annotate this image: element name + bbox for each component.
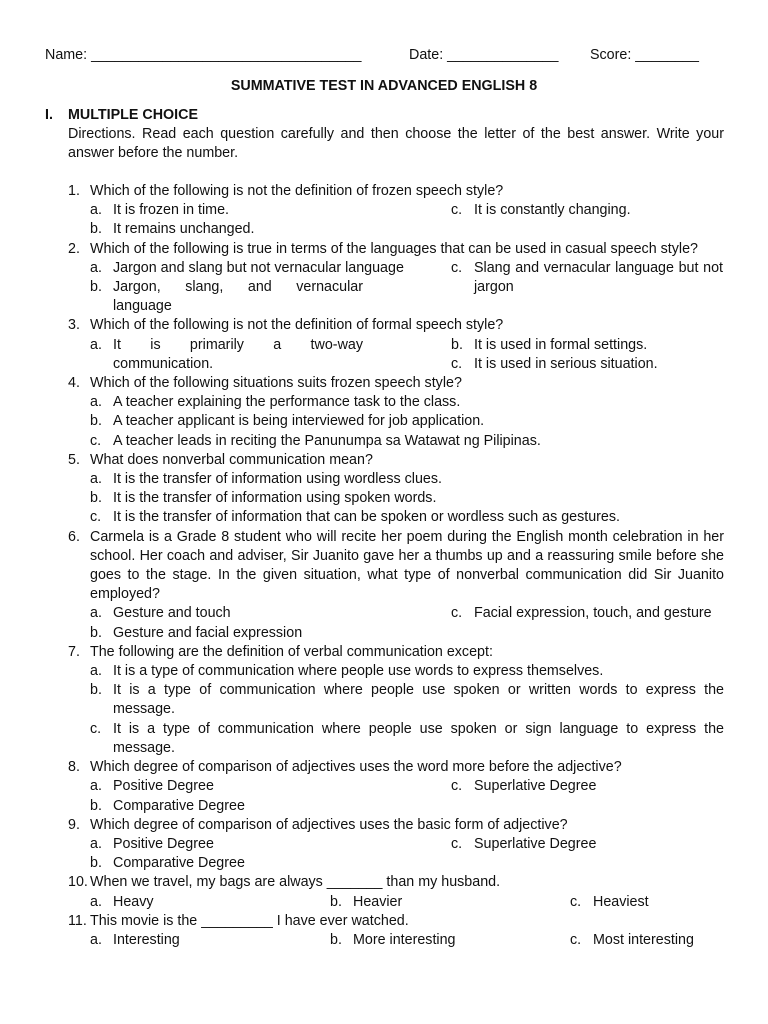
choice-text: Comparative Degree [113,797,245,814]
date-field: Date: ______________ [409,47,559,63]
choice-row [90,489,724,508]
choice-text: Superlative Degree [474,778,597,795]
name-field: Name: __________________________________ [45,47,362,63]
choice-text: A teacher applicant is being interviewed for job application. [113,413,485,430]
score-field: Score: ________ [590,47,699,63]
choice-letter: b. [451,336,463,353]
question-9 [68,816,724,874]
choice-column-left [90,336,450,374]
question-number: 3. [68,317,80,334]
choice-c [451,201,723,220]
choice-c [90,432,724,451]
choice-text: More interesting [353,931,456,948]
choice-a [90,201,450,220]
choice-text: It is a type of communication where people use spoken or written words to express the message. [113,682,724,718]
question-text: Which of the following is not the definition of frozen speech style? [90,183,504,199]
question-8 [68,758,724,816]
choice-letter: c. [451,605,463,622]
question-text: This movie is the _________ I have ever watched. [90,912,409,929]
choice-text: Gesture and touch [113,605,231,622]
choice-b [90,220,724,239]
choice-text: Interesting [113,931,180,948]
choice-a [90,470,724,489]
section-title: MULTIPLE CHOICE [68,107,198,123]
question-number: 2. [68,240,80,257]
choice-b [330,893,570,912]
choice-text: It is a type of communication where people use spoken or sign language to express the message. [113,720,724,756]
question-text: What does nonverbal communication mean? [90,451,373,468]
choice-b [451,336,723,355]
question-3 [68,316,724,374]
choice-c [451,777,723,796]
choice-text: It is the transfer of information using wordless clues. [113,471,442,488]
choice-row [90,508,724,527]
question-text: When we travel, my bags are always _______ than my husband. [90,874,501,891]
choice-letter: a. [90,835,102,852]
choice-column-right [451,336,723,374]
choice-row [90,393,724,412]
choice-c [451,259,723,297]
choice-letter: c. [90,509,102,526]
question-4 [68,374,724,451]
choice-a [90,835,450,854]
choice-letter: c. [451,778,463,795]
choice-letter: a. [90,202,102,219]
choice-letter: b. [90,682,102,699]
choice-text: A teacher leads in reciting the Panunumpa sa Watawat ng Pilipinas. [113,432,541,449]
choice-letter: a. [90,605,102,622]
choice-b [330,931,570,950]
choice-column-right [451,259,723,317]
choice-row [90,662,724,681]
choice-letter: a. [90,931,102,948]
choice-text: Most interesting [593,931,694,948]
choice-text: It is the transfer of information that can be spoken or wordless such as gestures. [113,509,621,526]
choice-letter: b. [90,797,102,814]
question-11 [68,912,724,950]
question-text: Which of the following situations suits frozen speech style? [90,375,462,392]
choice-row [90,835,724,854]
choice-a [90,931,330,950]
choice-text: Comparative Degree [113,855,245,872]
question-text: Which of the following is not the definition of formal speech style? [90,317,504,334]
choice-letter: c. [90,720,102,737]
choice-b [90,412,724,431]
choice-text: Jargon and slang but not vernacular language [113,259,404,276]
question-text: Which degree of comparison of adjectives uses the word more before the adjective? [90,759,622,776]
choice-row [90,893,724,912]
choice-letter: b. [90,279,102,296]
question-number: 7. [68,643,80,660]
choice-b [90,489,724,508]
choice-letter: b. [330,931,342,948]
section-heading [45,106,198,125]
choice-text: It is frozen in time. [113,202,230,219]
choice-letter: c. [90,432,102,449]
choice-letter: b. [330,893,342,910]
choice-text: A teacher explaining the performance task to the class. [113,394,461,411]
choice-letter: b. [90,624,102,641]
choice-text: It is used in formal settings. [474,336,648,353]
question-number: 9. [68,816,80,833]
choice-letter: b. [90,855,102,872]
choice-text: Slang and vernacular language but not jargon [474,259,723,296]
question-number: 1. [68,183,80,199]
question-number: 4. [68,375,80,392]
choice-row [90,720,724,758]
choice-letter: a. [90,259,102,276]
choice-letter: c. [570,893,582,910]
page-title: SUMMATIVE TEST IN ADVANCED ENGLISH 8 [230,78,538,94]
choice-c [570,931,722,950]
choice-letter: a. [90,336,102,353]
question-number: 10. [68,874,88,891]
choice-column-left [90,259,450,317]
choice-letter: a. [90,778,102,795]
choice-text: Positive Degree [113,835,214,852]
choice-row [90,432,724,451]
choice-c [451,604,723,623]
question-text: Which degree of comparison of adjectives uses the basic form of adjective? [90,816,568,833]
choice-text: Positive Degree [113,778,214,795]
choice-row [90,220,724,239]
question-number: 5. [68,451,80,468]
choice-letter: c. [451,202,463,219]
choice-text: Jargon, slang, and vernacular language [113,279,363,315]
choice-b [90,854,724,873]
choice-a [90,336,450,374]
choice-letter: b. [90,221,102,238]
choice-row [90,604,724,623]
choice-a [90,777,450,796]
choice-b [90,278,450,316]
choice-row [90,470,724,489]
question-2 [68,240,724,317]
question-list [68,182,724,950]
choice-row [90,681,724,719]
question-number: 8. [68,759,80,776]
choice-letter: a. [90,394,102,411]
choice-letter: c. [570,931,582,948]
question-text: The following are the definition of verbal communication except: [90,643,493,660]
section-number: I. [45,107,53,123]
question-number: 11. [68,912,87,929]
choice-letter: a. [90,471,102,488]
question-number: 6. [68,528,80,545]
choice-text: Heavier [353,893,403,910]
choice-c [90,720,724,758]
choice-text: Heavy [113,893,154,910]
choice-letter: a. [90,893,102,910]
choice-row [90,797,724,816]
question-text: Carmela is a Grade 8 student who will recite her poem during the English month celebration in her school. Her coach and adviser, Sir Juanito gave her a thumbs up and a reassuring smile before she goes to the stage. In the given situation, what type of nonverbal communication did Sir Juanito employed? [90,528,724,603]
choice-a [90,604,450,623]
choice-row [90,201,724,220]
choice-text: Heaviest [593,893,649,910]
choice-b [90,681,724,719]
choice-b [90,624,724,643]
choice-text: Gesture and facial expression [113,624,303,641]
choice-letter: c. [451,259,463,276]
directions: Directions. Read each question carefully and then choose the letter of the best answer. Write your answer before the number. [68,126,724,162]
choice-text: It is used in serious situation. [474,355,658,372]
choice-row [90,412,724,431]
choice-c [90,508,724,527]
choice-a [90,393,724,412]
question-5 [68,451,724,528]
choice-columns [90,259,724,317]
choice-text: Superlative Degree [474,835,597,852]
choice-letter: b. [90,413,102,430]
choice-a [90,662,724,681]
choice-text: Facial expression, touch, and gesture [474,605,712,622]
question-text: Which of the following is true in terms of the languages that can be used in casual speech style? [90,240,698,257]
question-7 [68,643,724,758]
choice-a [90,259,450,278]
choice-text: It is primarily a two-way communication. [113,336,363,372]
choice-text: It is constantly changing. [474,202,631,219]
question-10 [68,873,724,911]
choice-columns [90,336,724,374]
choice-row [90,624,724,643]
choice-c [451,355,723,374]
header-row [0,46,768,66]
choice-row [90,854,724,873]
choice-letter: a. [90,663,102,680]
choice-text: It is a type of communication where people use words to express themselves. [113,663,604,680]
choice-b [90,797,724,816]
choice-c [451,835,723,854]
choice-letter: b. [90,490,102,507]
choice-row [90,931,724,950]
choice-a [90,893,330,912]
choice-row [90,777,724,796]
question-6 [68,528,724,643]
choice-text: It is the transfer of information using spoken words. [113,490,437,507]
question-1 [68,182,724,240]
choice-c [570,893,722,912]
choice-letter: c. [451,835,463,852]
choice-text: It remains unchanged. [113,221,255,238]
choice-letter: c. [451,355,463,372]
